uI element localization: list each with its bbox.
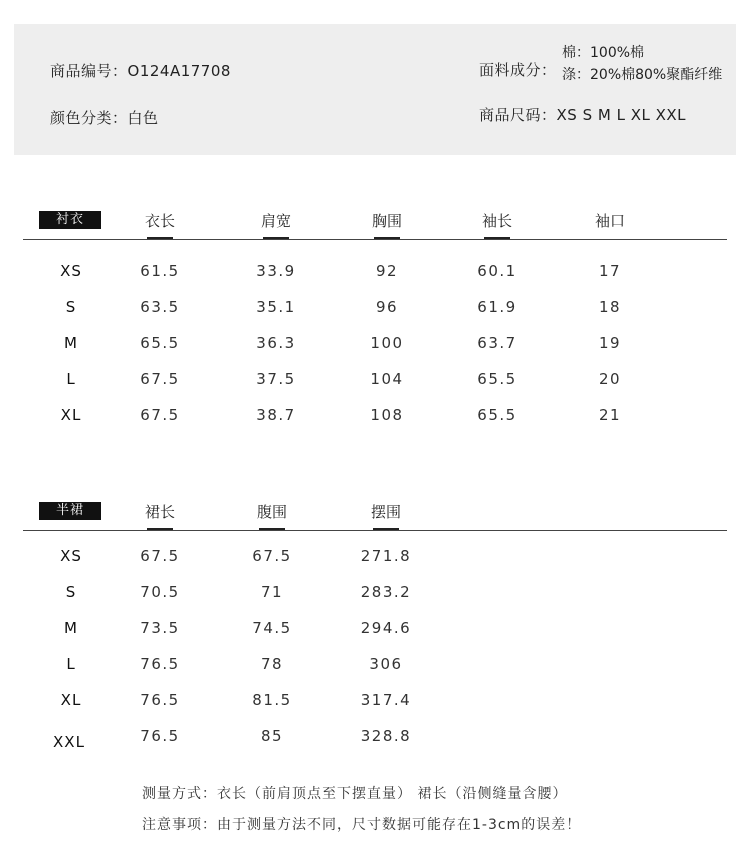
skirt-cell: 73.5	[140, 619, 180, 637]
shirt-header-sleeve: 袖长	[481, 212, 512, 230]
skirt-cell: 78	[260, 655, 284, 673]
caution-note: 注意事项：由于测量方法不同，尺寸数据可能存在1-3cm的误差！	[142, 817, 582, 833]
skirt-table-rule	[23, 530, 727, 531]
shirt-header-shoulder: 肩宽	[260, 212, 291, 230]
skirt-cell: 67.5	[140, 547, 180, 565]
fabric-line-2: 涤：20%棉80%聚酯纤维	[562, 67, 723, 83]
skirt-cell: 67.5	[252, 547, 292, 565]
shirt-cell: 61.9	[477, 298, 517, 316]
skirt-cell: 271.8	[360, 547, 412, 565]
product-code-label: 商品编号：	[50, 62, 128, 80]
shirt-cell: 20	[598, 370, 622, 388]
skirt-cell: 76.5	[140, 727, 180, 745]
product-sizes	[479, 104, 686, 125]
shirt-cell: 19	[598, 334, 622, 352]
skirt-table-tag: 半裙	[39, 502, 101, 520]
skirt-cell: 81.5	[252, 691, 292, 709]
shirt-table-tag: 衬衣	[39, 211, 101, 229]
shirt-cell: 33.9	[256, 262, 296, 280]
shirt-cell: 37.5	[256, 370, 296, 388]
shirt-cell: 18	[598, 298, 622, 316]
skirt-cell: 74.5	[252, 619, 292, 637]
shirt-row-size: L	[66, 370, 76, 388]
shirt-cell: 67.5	[140, 370, 180, 388]
skirt-header-waist: 腹围	[256, 503, 287, 521]
skirt-cell: 306	[369, 655, 403, 673]
shirt-row-size: XL	[60, 406, 82, 424]
shirt-cell: 108	[370, 406, 404, 424]
product-size-value: XS S M L XL XXL	[556, 106, 687, 124]
shirt-cell: 35.1	[256, 298, 296, 316]
shirt-header-length: 衣长	[144, 212, 175, 230]
skirt-row-size: XXL	[53, 733, 85, 751]
skirt-cell: 283.2	[360, 583, 412, 601]
shirt-cell: 92	[375, 262, 399, 280]
skirt-cell: 71	[260, 583, 284, 601]
shirt-cell: 65.5	[477, 406, 517, 424]
shirt-cell: 17	[598, 262, 622, 280]
skirt-cell: 76.5	[140, 655, 180, 673]
skirt-cell: 328.8	[360, 727, 412, 745]
skirt-row-size: L	[66, 655, 76, 673]
skirt-header-length: 裙长	[144, 503, 175, 521]
product-code-value: O124A17708	[127, 62, 231, 80]
shirt-cell: 38.7	[256, 406, 296, 424]
product-color-value: 白色	[127, 109, 159, 127]
shirt-row-size: XS	[60, 262, 82, 280]
skirt-row-size: M	[64, 619, 78, 637]
shirt-row-size: S	[65, 298, 77, 316]
skirt-row-size: S	[65, 583, 77, 601]
product-info-panel	[14, 24, 736, 155]
shirt-table-rule	[23, 239, 727, 240]
fabric-line-1: 棉：100%棉	[562, 45, 645, 61]
shirt-cell: 63.5	[140, 298, 180, 316]
skirt-cell: 294.6	[360, 619, 412, 637]
shirt-cell: 104	[370, 370, 404, 388]
skirt-cell: 85	[260, 727, 284, 745]
shirt-cell: 60.1	[477, 262, 517, 280]
shirt-cell: 65.5	[477, 370, 517, 388]
skirt-row-size: XS	[60, 547, 82, 565]
shirt-cell: 63.7	[477, 334, 517, 352]
measurement-method-note: 测量方式：衣长（前肩顶点至下摆直量） 裙长（沿侧缝量含腰）	[142, 786, 568, 802]
fabric-composition	[562, 42, 722, 86]
shirt-cell: 100	[370, 334, 404, 352]
shirt-cell: 21	[598, 406, 622, 424]
product-color	[50, 107, 159, 128]
shirt-row-size: M	[64, 334, 78, 352]
fabric-label: 面料成分：	[479, 61, 557, 79]
skirt-row-size: XL	[60, 691, 82, 709]
product-code	[50, 60, 231, 81]
shirt-cell: 65.5	[140, 334, 180, 352]
skirt-cell: 76.5	[140, 691, 180, 709]
product-size-label: 商品尺码：	[479, 106, 557, 124]
shirt-cell: 61.5	[140, 262, 180, 280]
shirt-cell: 67.5	[140, 406, 180, 424]
shirt-cell: 96	[375, 298, 399, 316]
shirt-header-chest: 胸围	[371, 212, 402, 230]
skirt-header-hem: 摆围	[370, 503, 401, 521]
shirt-cell: 36.3	[256, 334, 296, 352]
skirt-cell: 317.4	[360, 691, 412, 709]
product-color-label: 颜色分类：	[50, 109, 128, 127]
shirt-header-cuff: 袖口	[594, 212, 625, 230]
skirt-cell: 70.5	[140, 583, 180, 601]
